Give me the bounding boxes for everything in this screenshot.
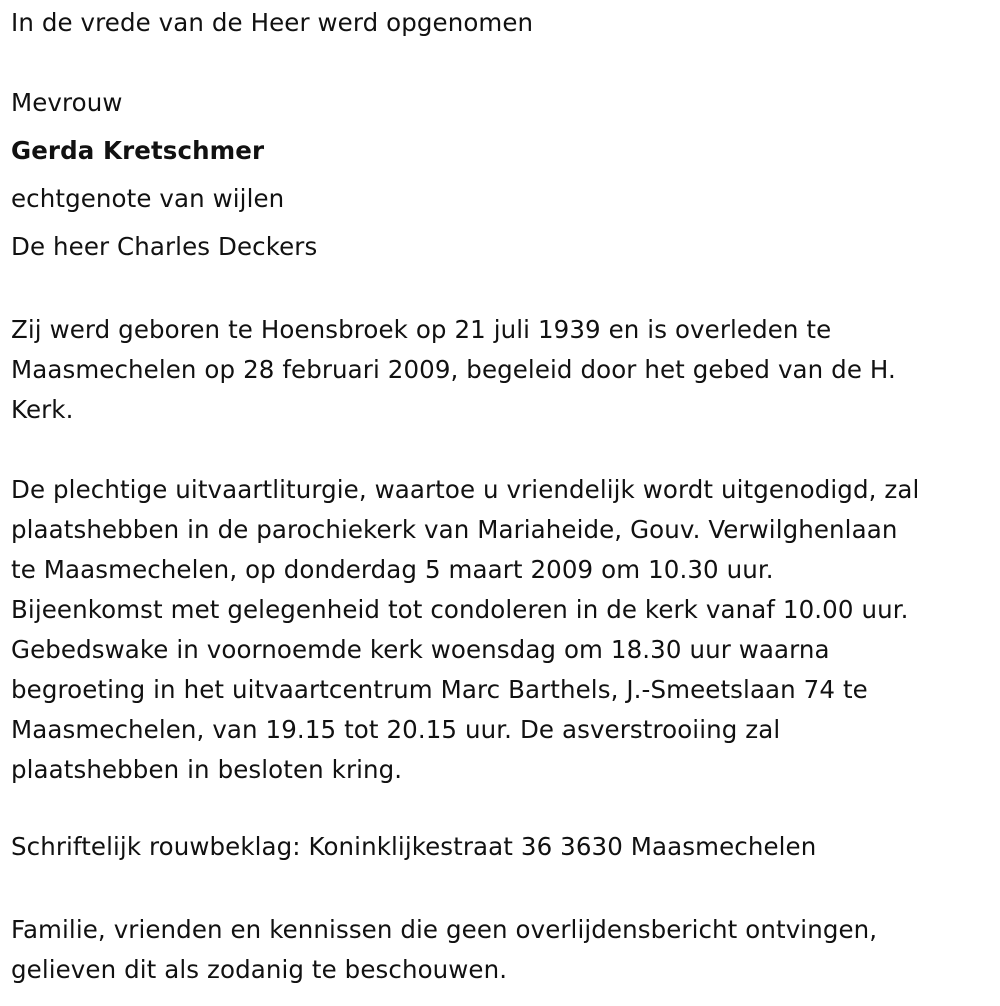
intro-text: In de vrede van de Heer werd opgenomen bbox=[11, 8, 534, 37]
funeral-paragraph bbox=[11, 470, 996, 790]
paragraph-line: Bijeenkomst met gelegenheid tot condoleren in de kerk vanaf 10.00 uur. bbox=[11, 595, 909, 624]
paragraph-line: Maasmechelen, van 19.15 tot 20.15 uur. De asverstrooiing zal bbox=[11, 715, 781, 744]
paragraph-line: gelieven dit als zodanig te beschouwen. bbox=[11, 955, 508, 984]
closing-paragraph bbox=[11, 910, 996, 990]
condolence-address: Schriftelijk rouwbeklag: Koninklijkestraat 36 3630 Maasmechelen bbox=[11, 832, 817, 861]
deceased-name: Gerda Kretschmer bbox=[11, 136, 265, 165]
paragraph-line: Kerk. bbox=[11, 395, 74, 424]
paragraph-line: Familie, vrienden en kennissen die geen overlijdensbericht ontvingen, bbox=[11, 915, 878, 944]
paragraph-line: te Maasmechelen, op donderdag 5 maart 2009 om 10.30 uur. bbox=[11, 555, 774, 584]
paragraph-line: De plechtige uitvaartliturgie, waartoe u vriendelijk wordt uitgenodigd, zal bbox=[11, 475, 920, 504]
paragraph-line: begroeting in het uitvaartcentrum Marc Barthels, J.-Smeetslaan 74 te bbox=[11, 675, 868, 704]
paragraph-line: plaatshebben in de parochiekerk van Mariaheide, Gouv. Verwilghenlaan bbox=[11, 515, 898, 544]
salutation: Mevrouw bbox=[11, 88, 123, 117]
spouse-name: De heer Charles Deckers bbox=[11, 232, 318, 261]
relation-text: echtgenote van wijlen bbox=[11, 184, 285, 213]
paragraph-line: Maasmechelen op 28 februari 2009, begeleid door het gebed van de H. bbox=[11, 355, 896, 384]
paragraph-line: Gebedswake in voornoemde kerk woensdag om 18.30 uur waarna bbox=[11, 635, 830, 664]
paragraph-line: plaatshebben in besloten kring. bbox=[11, 755, 403, 784]
paragraph-line: Zij werd geboren te Hoensbroek op 21 juli 1939 en is overleden te bbox=[11, 315, 832, 344]
birth-death-paragraph bbox=[11, 310, 996, 430]
